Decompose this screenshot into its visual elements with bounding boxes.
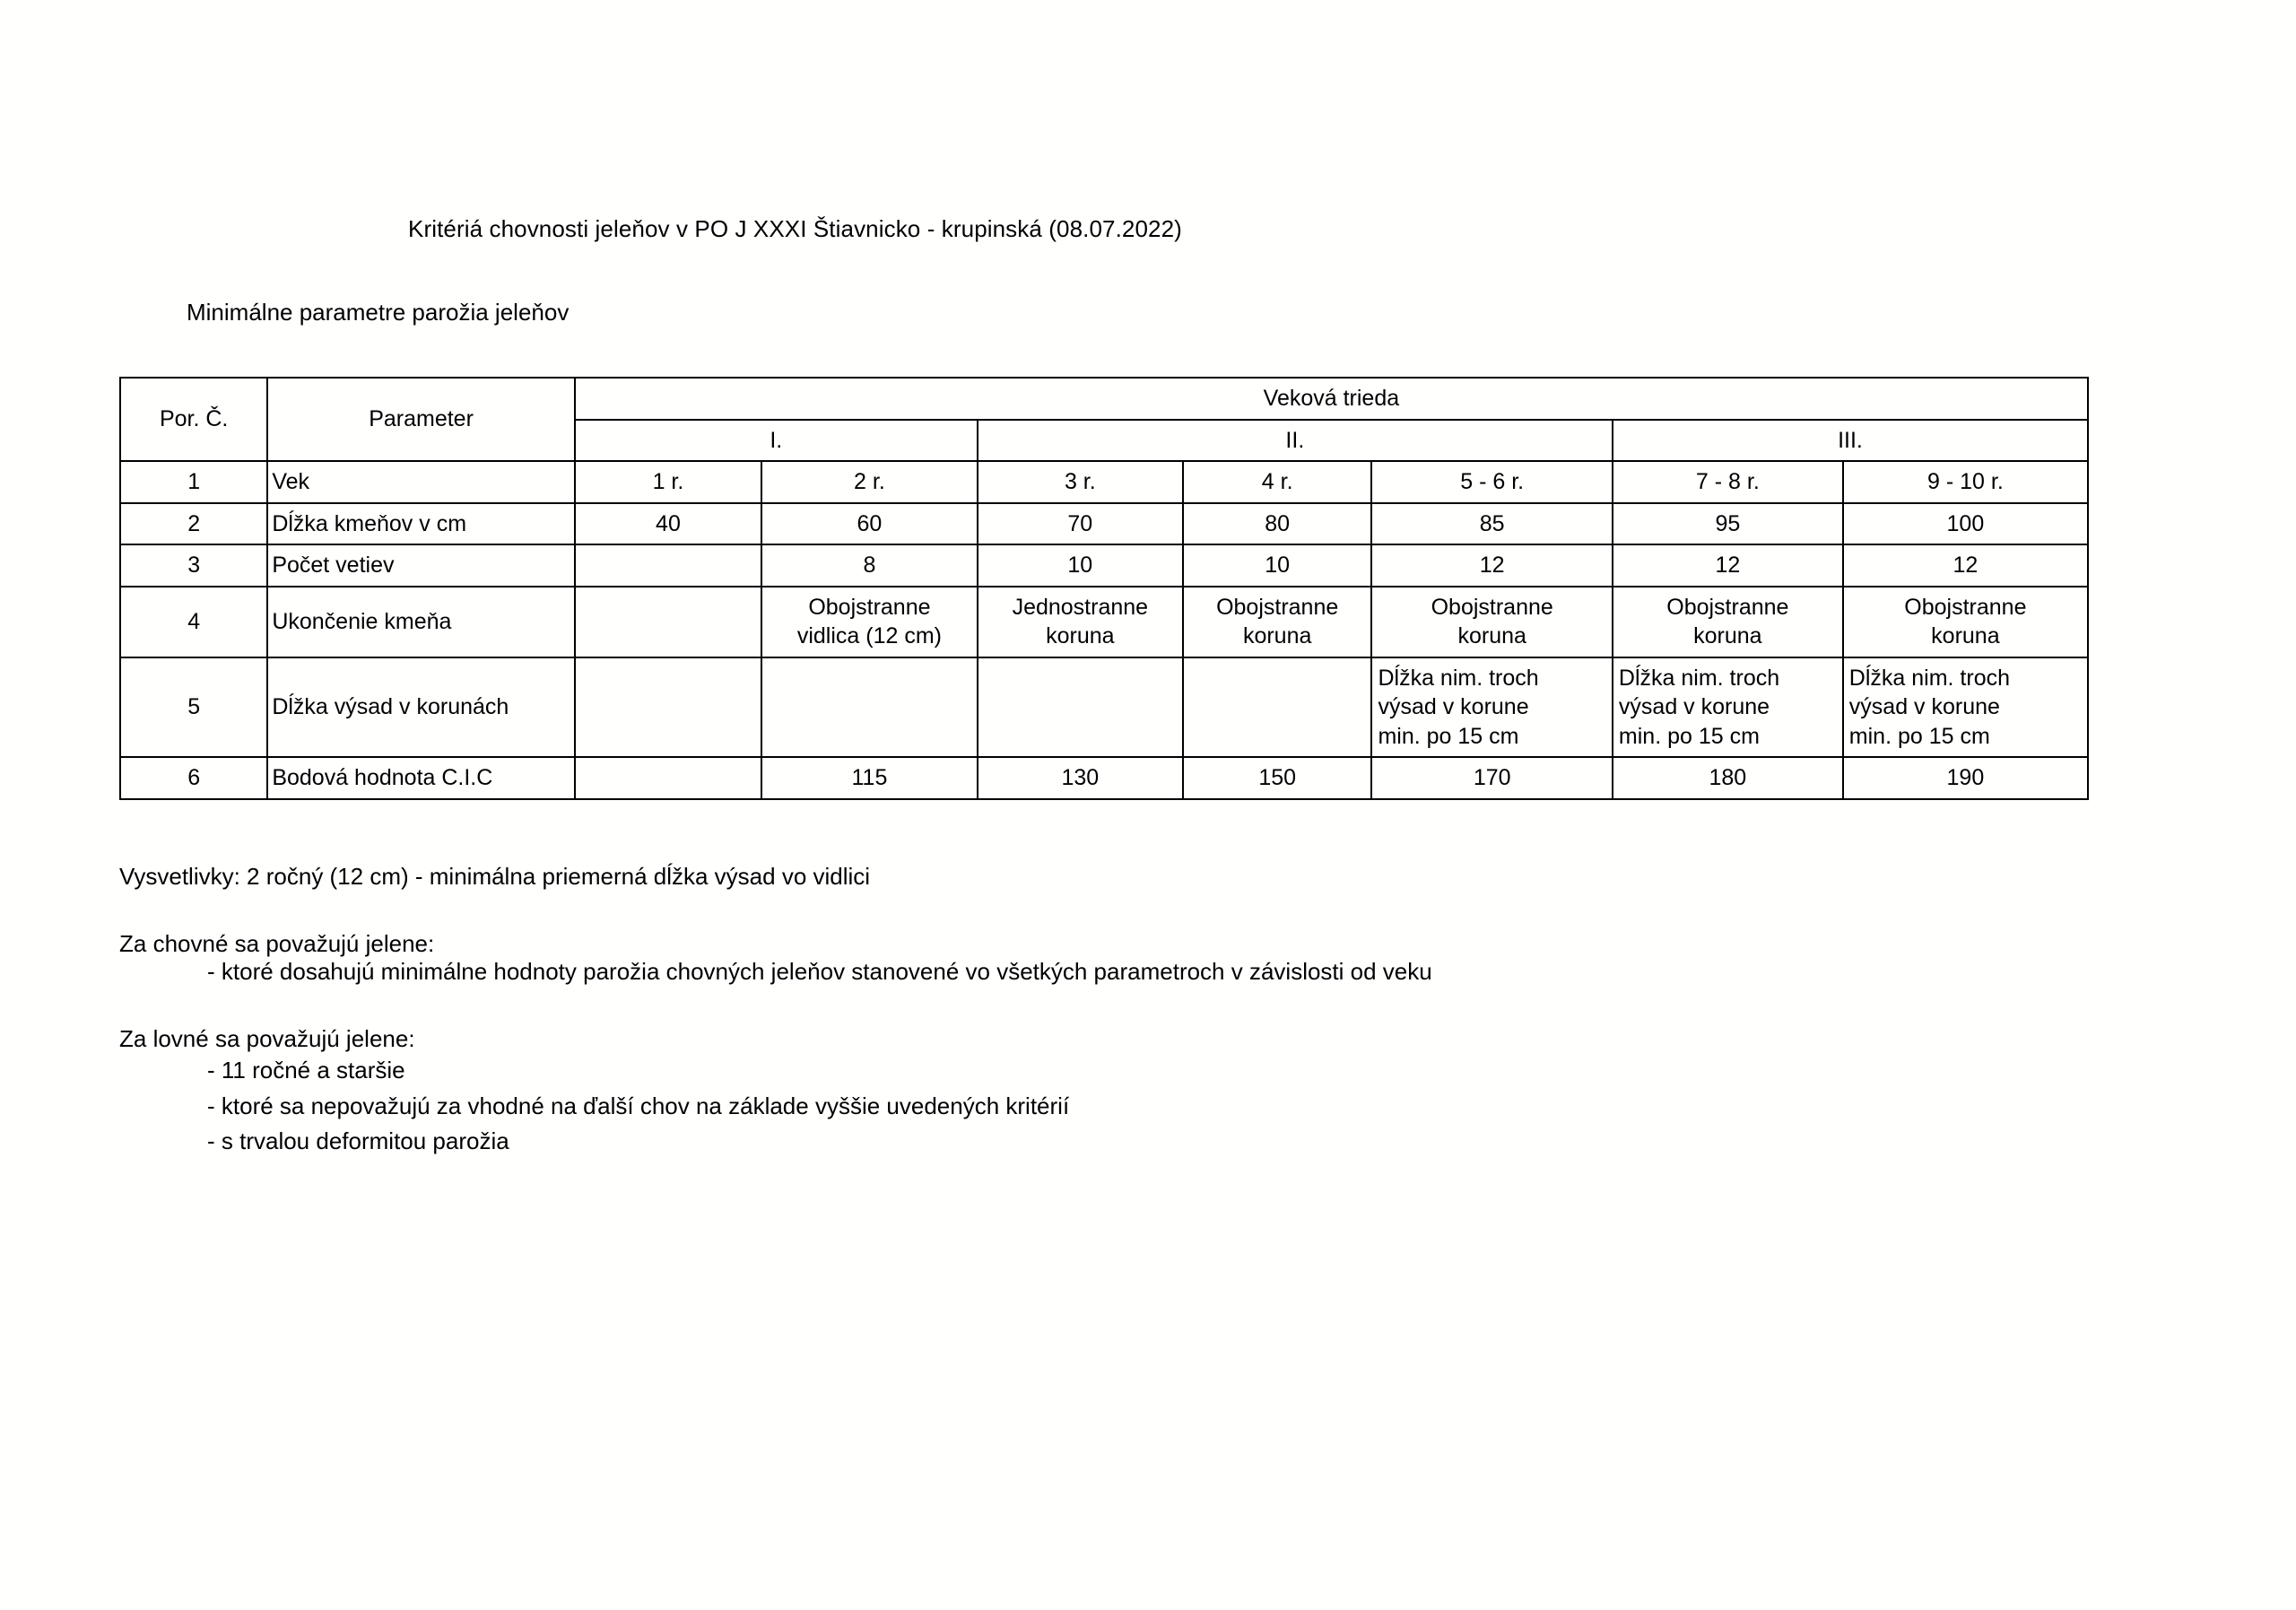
cell-value: Dĺžka nim. troch výsad v korune min. po 15 cm bbox=[1843, 657, 2088, 758]
table-row bbox=[120, 544, 2088, 587]
table-row bbox=[120, 757, 2088, 799]
cell-value: 12 bbox=[1371, 544, 1612, 587]
table-body bbox=[120, 461, 2088, 799]
note-legend: Vysvetlivky: 2 ročný (12 cm) - minimálna priemerná dĺžka výsad vo vidlici bbox=[119, 863, 871, 890]
note-hunting-item-2: - s trvalou deformitou parožia bbox=[207, 1127, 509, 1155]
cell-value: 4 r. bbox=[1183, 461, 1372, 503]
cell-value: Obojstranne koruna bbox=[1613, 587, 1843, 657]
note-hunting-item-0: - 11 ročné a staršie bbox=[207, 1057, 405, 1083]
cell-value: Jednostranne koruna bbox=[978, 587, 1183, 657]
cell-value: 2 r. bbox=[761, 461, 978, 503]
cell-value: Obojstranne koruna bbox=[1371, 587, 1612, 657]
cell-value: Obojstranne koruna bbox=[1843, 587, 2088, 657]
cell-value: 8 bbox=[761, 544, 978, 587]
notes-section bbox=[119, 863, 2182, 1160]
page-subtitle: Minimálne parametre parožia jeleňov bbox=[187, 299, 570, 326]
criteria-table-container bbox=[119, 377, 2089, 800]
cell-value: 180 bbox=[1613, 757, 1843, 799]
cell-row-number: 2 bbox=[120, 503, 267, 545]
note-breeding-heading: Za chovné sa považujú jelene: bbox=[119, 930, 435, 957]
cell-value: Obojstranne vidlica (12 cm) bbox=[761, 587, 978, 657]
cell-value: 60 bbox=[761, 503, 978, 545]
header-vekova-trieda: Veková trieda bbox=[575, 378, 2088, 420]
table-row bbox=[120, 503, 2088, 545]
cell-value: 12 bbox=[1613, 544, 1843, 587]
cell-parameter: Dĺžka výsad v korunách bbox=[267, 657, 575, 758]
cell-value: 12 bbox=[1843, 544, 2088, 587]
header-class-3: III. bbox=[1613, 420, 2088, 462]
note-breeding-item-0: - ktoré dosahujú minimálne hodnoty parožia chovných jeleňov stanovené vo všetkých parametroch v závislosti od veku bbox=[207, 958, 1432, 985]
cell-value: 1 r. bbox=[575, 461, 761, 503]
note-hunting-item-1: - ktoré sa nepovažujú za vhodné na ďalší chov na základe vyššie uvedených kritérií bbox=[207, 1092, 1070, 1119]
cell-value bbox=[1183, 657, 1372, 758]
table-row bbox=[120, 657, 2088, 758]
criteria-table bbox=[119, 377, 2089, 800]
cell-value: 10 bbox=[978, 544, 1183, 587]
page-title: Kritériá chovnosti jeleňov v PO J XXXI Štiavnicko - krupinská (08.07.2022) bbox=[408, 215, 1182, 242]
cell-value: 10 bbox=[1183, 544, 1372, 587]
cell-value: Dĺžka nim. troch výsad v korune min. po 15 cm bbox=[1371, 657, 1612, 758]
cell-value: 170 bbox=[1371, 757, 1612, 799]
cell-value: 70 bbox=[978, 503, 1183, 545]
cell-parameter: Dĺžka kmeňov v cm bbox=[267, 503, 575, 545]
cell-row-number: 1 bbox=[120, 461, 267, 503]
cell-value: Dĺžka nim. troch výsad v korune min. po 15 cm bbox=[1613, 657, 1843, 758]
cell-row-number: 5 bbox=[120, 657, 267, 758]
note-hunting-heading: Za lovné sa považujú jelene: bbox=[119, 1025, 415, 1052]
cell-value: 150 bbox=[1183, 757, 1372, 799]
cell-value bbox=[575, 587, 761, 657]
cell-value bbox=[978, 657, 1183, 758]
cell-value: 130 bbox=[978, 757, 1183, 799]
header-por-c: Por. Č. bbox=[120, 378, 267, 461]
cell-value: 190 bbox=[1843, 757, 2088, 799]
cell-parameter: Ukončenie kmeňa bbox=[267, 587, 575, 657]
cell-row-number: 3 bbox=[120, 544, 267, 587]
cell-row-number: 4 bbox=[120, 587, 267, 657]
table-header-row-1 bbox=[120, 378, 2088, 420]
table-row bbox=[120, 587, 2088, 657]
cell-value: 7 - 8 r. bbox=[1613, 461, 1843, 503]
cell-value: Obojstranne koruna bbox=[1183, 587, 1372, 657]
cell-value: 5 - 6 r. bbox=[1371, 461, 1612, 503]
cell-value bbox=[575, 757, 761, 799]
cell-value bbox=[575, 544, 761, 587]
cell-parameter: Počet vetiev bbox=[267, 544, 575, 587]
cell-value: 9 - 10 r. bbox=[1843, 461, 2088, 503]
cell-value: 95 bbox=[1613, 503, 1843, 545]
cell-value: 115 bbox=[761, 757, 978, 799]
cell-parameter: Vek bbox=[267, 461, 575, 503]
cell-parameter: Bodová hodnota C.I.C bbox=[267, 757, 575, 799]
cell-value: 40 bbox=[575, 503, 761, 545]
header-class-2: II. bbox=[978, 420, 1613, 462]
cell-value bbox=[761, 657, 978, 758]
cell-value: 100 bbox=[1843, 503, 2088, 545]
cell-value bbox=[575, 657, 761, 758]
cell-value: 85 bbox=[1371, 503, 1612, 545]
header-class-1: I. bbox=[575, 420, 978, 462]
table-row bbox=[120, 461, 2088, 503]
header-parameter: Parameter bbox=[267, 378, 575, 461]
cell-value: 80 bbox=[1183, 503, 1372, 545]
cell-value: 3 r. bbox=[978, 461, 1183, 503]
cell-row-number: 6 bbox=[120, 757, 267, 799]
